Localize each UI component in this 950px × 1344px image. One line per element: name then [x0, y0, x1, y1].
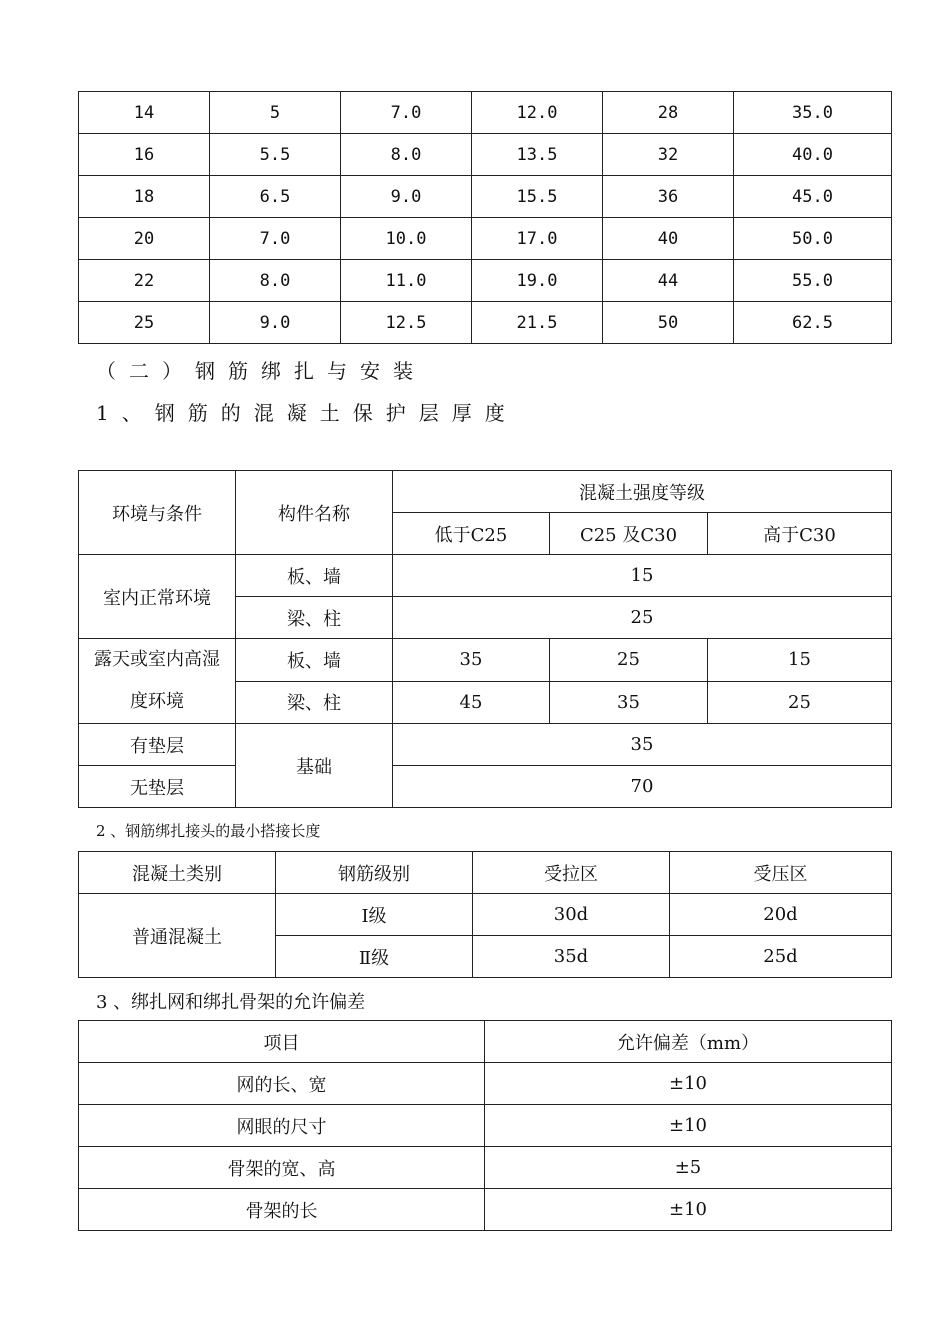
cell-value: 25d — [670, 936, 892, 978]
cell-value: 20d — [670, 894, 892, 936]
table-row — [79, 1147, 892, 1189]
table-cell: 5.5 — [210, 134, 341, 176]
table-cell: 15.5 — [472, 176, 603, 218]
header-concrete-type: 混凝土类别 — [79, 852, 276, 894]
tolerance-value: ±10 — [485, 1105, 892, 1147]
table-row — [79, 176, 892, 218]
steel-grade-2: Ⅱ级 — [276, 936, 473, 978]
table-cell: 55.0 — [734, 260, 892, 302]
subsection-3-title: 3 、绑扎网和绑扎骨架的允许偏差 — [96, 992, 366, 1013]
lap-length-table — [78, 851, 892, 978]
member-slab-wall: 板、墙 — [236, 555, 393, 597]
cover-thickness-table — [78, 470, 892, 808]
header-tolerance: 允许偏差（mm） — [485, 1021, 892, 1063]
table-row — [79, 134, 892, 176]
table-cell: 32 — [603, 134, 734, 176]
cell-value: 15 — [708, 639, 892, 682]
table-cell: 40.0 — [734, 134, 892, 176]
tolerance-value: ±10 — [485, 1189, 892, 1231]
table-cell: 16 — [79, 134, 210, 176]
item-name: 骨架的宽、高 — [79, 1147, 485, 1189]
table-cell: 14 — [79, 92, 210, 134]
table-cell: 7.0 — [341, 92, 472, 134]
table-row — [79, 1063, 892, 1105]
env-outdoor-humid: 露天或室内高湿度环境 — [79, 639, 236, 724]
table-cell: 25 — [79, 302, 210, 344]
table-cell: 7.0 — [210, 218, 341, 260]
table-cell: 62.5 — [734, 302, 892, 344]
table-cell: 40 — [603, 218, 734, 260]
subsection-2-title: 2 、钢筋绑扎接头的最小搭接长度 — [96, 822, 321, 840]
table-cell: 50.0 — [734, 218, 892, 260]
header-member: 构件名称 — [236, 471, 393, 555]
cell-value: 70 — [393, 766, 892, 808]
header-compression-zone: 受压区 — [670, 852, 892, 894]
table-cell: 20 — [79, 218, 210, 260]
tolerance-value: ±5 — [485, 1147, 892, 1189]
cell-value: 30d — [473, 894, 670, 936]
table-row — [79, 260, 892, 302]
table-row — [79, 92, 892, 134]
member-beam-column: 梁、柱 — [236, 597, 393, 639]
header-c25-c30: C25 及C30 — [550, 513, 708, 555]
header-steel-grade: 钢筋级别 — [276, 852, 473, 894]
table-cell: 44 — [603, 260, 734, 302]
header-environment: 环境与条件 — [79, 471, 236, 555]
table-cell: 5 — [210, 92, 341, 134]
cell-value: 25 — [550, 639, 708, 682]
table-cell: 19.0 — [472, 260, 603, 302]
table-cell: 18 — [79, 176, 210, 218]
subsection-1-title: 1、钢筋的混凝土保护层厚度 — [96, 401, 518, 425]
table-row — [79, 1189, 892, 1231]
cell-value: 35 — [393, 639, 550, 682]
item-name: 网眼的尺寸 — [79, 1105, 485, 1147]
steel-grade-1: Ⅰ级 — [276, 894, 473, 936]
member-foundation: 基础 — [236, 724, 393, 808]
table-cell: 9.0 — [210, 302, 341, 344]
section-title: （二）钢筋绑扎与安装 — [96, 359, 426, 383]
cell-value: 45 — [393, 681, 550, 724]
table-cell: 10.0 — [341, 218, 472, 260]
table-cell: 50 — [603, 302, 734, 344]
table-cell: 36 — [603, 176, 734, 218]
table-row — [79, 1105, 892, 1147]
member-slab-wall: 板、墙 — [236, 639, 393, 682]
table-cell: 17.0 — [472, 218, 603, 260]
member-beam-column: 梁、柱 — [236, 681, 393, 724]
table-cell: 28 — [603, 92, 734, 134]
header-strength-grade: 混凝土强度等级 — [393, 471, 892, 513]
table-cell: 12.0 — [472, 92, 603, 134]
rebar-length-table — [78, 91, 892, 344]
env-indoor-normal: 室内正常环境 — [79, 555, 236, 639]
table-cell: 22 — [79, 260, 210, 302]
cell-value: 25 — [708, 681, 892, 724]
cell-value: 35d — [473, 936, 670, 978]
table-cell: 11.0 — [341, 260, 472, 302]
cell-value: 25 — [393, 597, 892, 639]
table-cell: 6.5 — [210, 176, 341, 218]
table-row — [79, 218, 892, 260]
table-cell: 21.5 — [472, 302, 603, 344]
item-name: 骨架的长 — [79, 1189, 485, 1231]
cell-value: 35 — [550, 681, 708, 724]
table-cell: 45.0 — [734, 176, 892, 218]
tolerance-table — [78, 1020, 892, 1231]
env-with-cushion: 有垫层 — [79, 724, 236, 766]
header-below-c25: 低于C25 — [393, 513, 550, 555]
table-cell: 8.0 — [341, 134, 472, 176]
cell-value: 35 — [393, 724, 892, 766]
header-item: 项目 — [79, 1021, 485, 1063]
table-cell: 9.0 — [341, 176, 472, 218]
concrete-ordinary: 普通混凝土 — [79, 894, 276, 978]
table-cell: 35.0 — [734, 92, 892, 134]
cell-value: 15 — [393, 555, 892, 597]
tolerance-value: ±10 — [485, 1063, 892, 1105]
header-above-c30: 高于C30 — [708, 513, 892, 555]
table-cell: 13.5 — [472, 134, 603, 176]
item-name: 网的长、宽 — [79, 1063, 485, 1105]
header-tension-zone: 受拉区 — [473, 852, 670, 894]
env-without-cushion: 无垫层 — [79, 766, 236, 808]
table-cell: 8.0 — [210, 260, 341, 302]
table-cell: 12.5 — [341, 302, 472, 344]
table-row — [79, 302, 892, 344]
